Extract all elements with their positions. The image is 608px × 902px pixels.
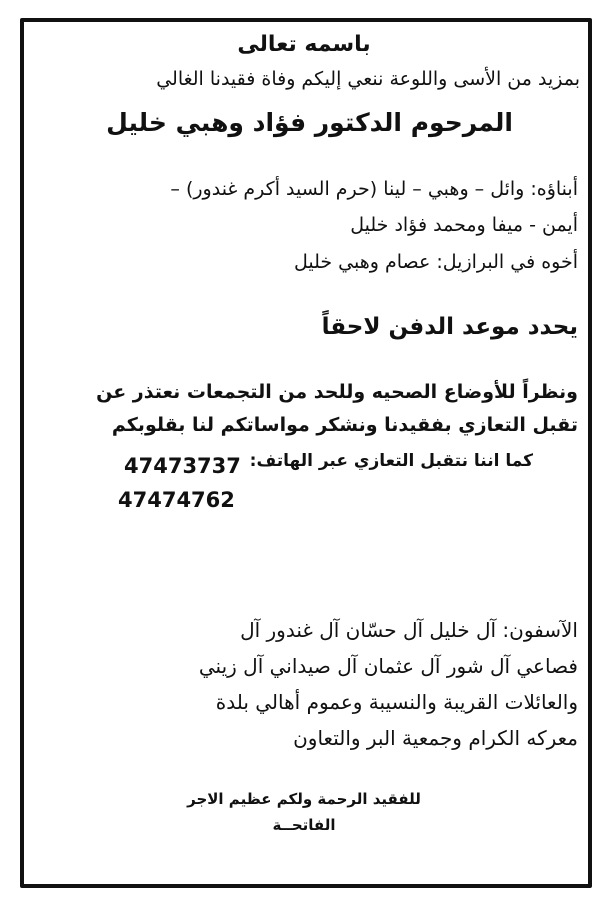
mourners-line-2: فصاعي آل شور آل عثمان آل صيداني آل زيني [198,654,578,678]
closing-line-1: للفقيد الرحمة ولكم عظيم الاجر [187,790,421,808]
notice-line-2: تقبل التعازي بفقيدنا ونشكر مواساتكم لنا بقلوبكم [111,414,578,436]
mourners-line-3: والعائلات القريبة والنسيبة وعموم أهالي بلدة [215,690,578,714]
mourners-line-1: الآسفون: آل خليل آل حسّان آل غندور آل [240,618,578,642]
intro-line: بمزيد من الأسى واللوعة ننعي إليكم وفاة فقيدنا الغالي [156,68,580,90]
deceased-name: المرحوم الدكتور فؤاد وهبي خليل [106,108,513,137]
brother-line: أخوه في البرازيل: عصام وهبي خليل [293,251,578,273]
notice-line-1: ونظراً للأوضاع الصحيه وللحد من التجمعات نعتذر عن [96,381,578,403]
mourners-line-4: معركه الكرام وجمعية البر والتعاون [293,726,578,750]
burial-notice: يحدد موعد الدفن لاحقاً [321,314,578,340]
basmala-heading: باسمه تعالى [237,32,371,57]
children-line-1: أبناؤه: وائل – وهبي – لينا (حرم السيد أكرم غندور) – [170,178,578,200]
phone-number-1: 47473737 [124,454,241,478]
phone-number-2: 47474762 [118,488,235,512]
children-line-2: أيمن - ميفا ومحمد فؤاد خليل [350,214,578,236]
notice-line-3: كما اننا نتقبل التعازي عبر الهاتف: [249,451,533,471]
closing-line-2: الفاتحــة [272,816,336,834]
